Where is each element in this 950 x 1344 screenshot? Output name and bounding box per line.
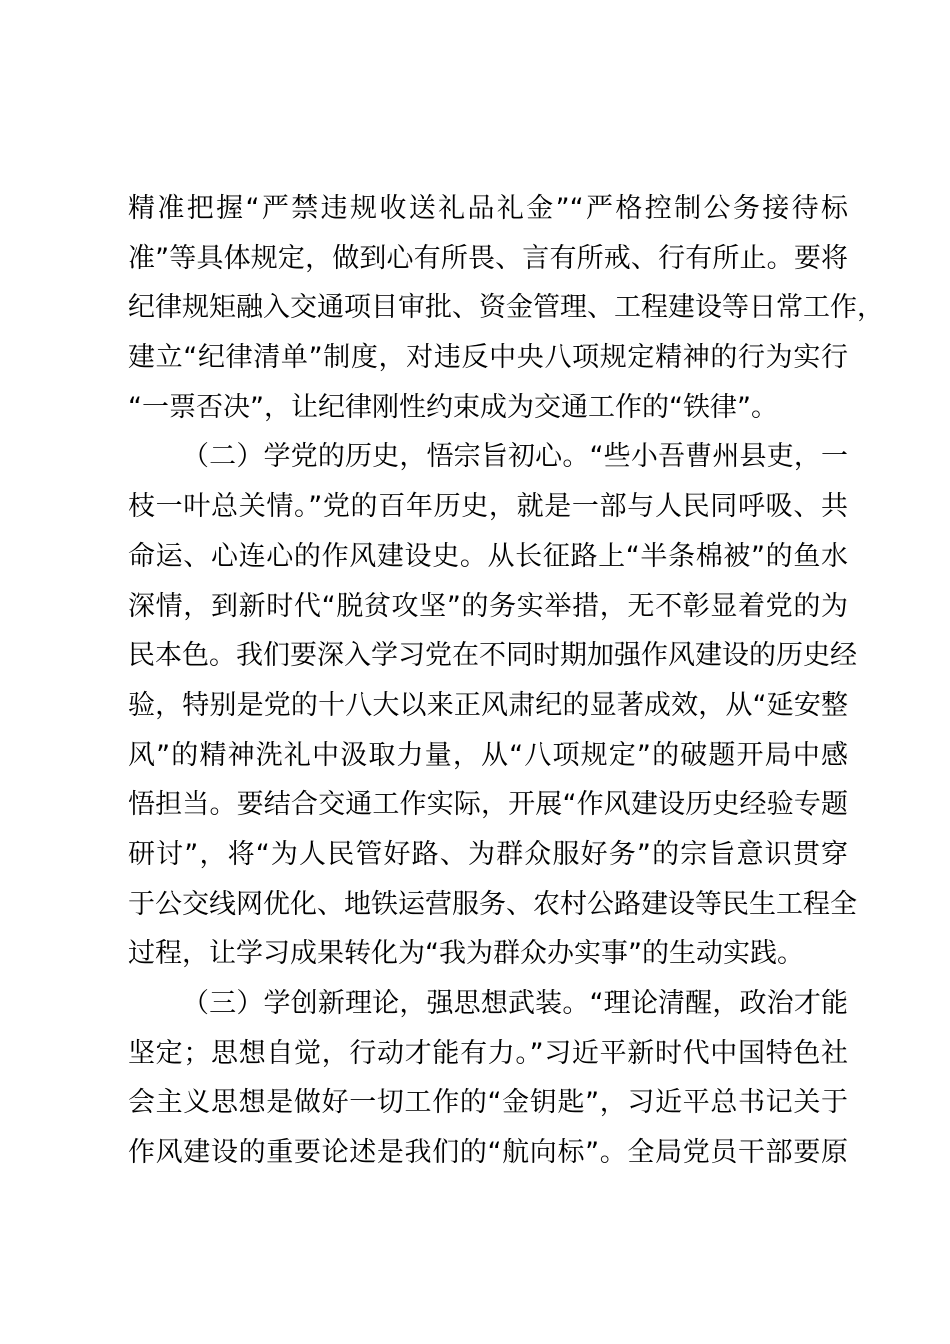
text-line: “一票否决”，让纪律刚性约束成为交通工作的“铁律”。	[128, 391, 778, 423]
text-line: 深情，到新时代“脱贫攻坚”的务实举措，无不彰显着党的为	[128, 590, 848, 622]
text-line: 悟担当。要结合交通工作实际，开展“作风建设历史经验专题	[128, 789, 848, 821]
text-line: 风”的精神洗礼中汲取力量，从“八项规定”的破题开局中感	[128, 739, 848, 771]
text-line: 研讨”，将“为人民管好路、为群众服好务”的宗旨意识贯穿	[128, 838, 848, 870]
text-line: 于公交线网优化、地铁运营服务、农村公路建设等民生工程全	[128, 888, 857, 920]
text-line: 会主义思想是做好一切工作的“金钥匙”，习近平总书记关于	[128, 1087, 848, 1119]
text-line: 准”等具体规定，做到心有所畏、言有所戒、行有所止。要将	[128, 242, 848, 274]
text-line: 作风建设的重要论述是我们的“航向标”。全局党员干部要原	[128, 1137, 848, 1169]
text-line: 枝一叶总关情。”党的百年历史，就是一部与人民同呼吸、共	[128, 491, 848, 523]
text-line: 精准把握“严禁违规收送礼品礼金”“严格控制公务接待标	[128, 193, 848, 224]
text-line: 纪律规矩融入交通项目审批、资金管理、工程建设等日常工作，	[128, 292, 884, 324]
paragraph-heading-2: （二）学党的历史，悟宗旨初心。“些小吾曹州县吏，一	[182, 441, 848, 473]
text-line: 验，特别是党的十八大以来正风肃纪的显著成效，从“延安整	[128, 689, 848, 721]
text-line: 过程，让学习成果转化为“我为群众办实事”的生动实践。	[128, 938, 804, 970]
body-text	[128, 184, 884, 1178]
text-line: 建立“纪律清单”制度，对违反中央八项规定精神的行为实行	[128, 342, 848, 374]
text-line: 坚定；思想自觉，行动才能有力。”习近平新时代中国特色社	[128, 1037, 848, 1069]
paragraph-heading-3: （三）学创新理论，强思想武装。“理论清醒，政治才能	[182, 988, 848, 1019]
text-line: 民本色。我们要深入学习党在不同时期加强作风建设的历史经	[128, 640, 857, 672]
text-line: 命运、心连心的作风建设史。从长征路上“半条棉被”的鱼水	[128, 540, 848, 572]
